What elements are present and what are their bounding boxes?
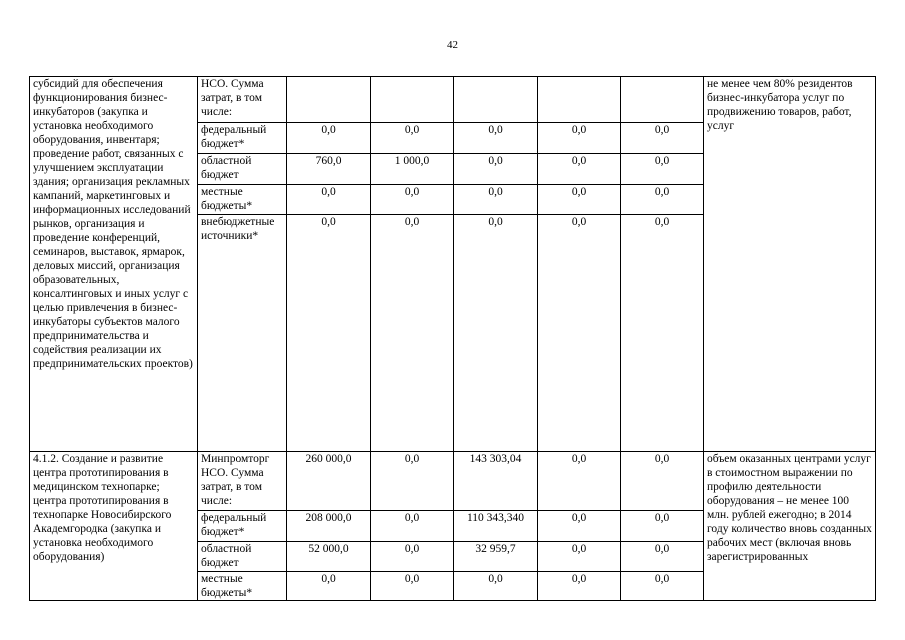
funding-source: местные бюджеты* bbox=[198, 184, 287, 215]
value-cell: 260 000,0 bbox=[287, 452, 371, 511]
activity-description: субсидий для обеспечения функционирования бизнес-инкубаторов (закупка и установка необходимого оборудования, инвентаря; проведение работ, связанных с улучшением эксплуатации здания; организация рекламных кампаний, маркетинговых и информационных исследований рынков, организация и проведение конференций, семинаров, выставок, ярмарок, деловых миссий, организация образовательных, консалтинговых и иных услуг с целью привлечения в бизнес-инкубаторы субъектов малого предпринимательства и содействия реализации их предпринимательских проектов) bbox=[30, 77, 198, 452]
funding-source: Минпромторг НСО. Сумма затрат, в том числе: bbox=[198, 452, 287, 511]
budget-table bbox=[29, 76, 876, 601]
value-cell: 0,0 bbox=[621, 215, 704, 452]
value-cell: 143 303,04 bbox=[454, 452, 538, 511]
value-cell: 0,0 bbox=[287, 123, 371, 154]
value-cell: 0,0 bbox=[454, 215, 538, 452]
value-cell: 0,0 bbox=[454, 123, 538, 154]
value-cell: 0,0 bbox=[371, 184, 454, 215]
value-cell: 0,0 bbox=[454, 571, 538, 600]
value-cell: 0,0 bbox=[621, 184, 704, 215]
value-cell: 0,0 bbox=[538, 153, 621, 184]
funding-source: федеральный бюджет* bbox=[198, 123, 287, 154]
value-cell: 0,0 bbox=[538, 452, 621, 511]
value-cell: 0,0 bbox=[287, 571, 371, 600]
value-cell: 0,0 bbox=[371, 452, 454, 511]
value-cell bbox=[538, 77, 621, 123]
value-cell: 0,0 bbox=[371, 123, 454, 154]
value-cell: 0,0 bbox=[538, 215, 621, 452]
value-cell: 0,0 bbox=[621, 153, 704, 184]
value-cell: 0,0 bbox=[371, 511, 454, 541]
value-cell: 0,0 bbox=[371, 571, 454, 600]
value-cell bbox=[371, 77, 454, 123]
value-cell: 0,0 bbox=[454, 153, 538, 184]
funding-source: НСО. Сумма затрат, в том числе: bbox=[198, 77, 287, 123]
value-cell: 52 000,0 bbox=[287, 541, 371, 571]
table-row bbox=[30, 452, 876, 511]
value-cell: 0,0 bbox=[621, 511, 704, 541]
value-cell: 0,0 bbox=[538, 123, 621, 154]
value-cell: 0,0 bbox=[621, 571, 704, 600]
value-cell: 760,0 bbox=[287, 153, 371, 184]
funding-source: федеральный бюджет* bbox=[198, 511, 287, 541]
funding-source: областной бюджет bbox=[198, 153, 287, 184]
activity-description: 4.1.2. Создание и развитие центра прототипирования в медицинском технопарке; центра прототипирования в технопарке Новосибирского Академгородка (закупка и установка необходимого оборудования) bbox=[30, 452, 198, 601]
value-cell: 0,0 bbox=[371, 215, 454, 452]
value-cell bbox=[454, 77, 538, 123]
funding-source: областной бюджет bbox=[198, 541, 287, 571]
value-cell: 0,0 bbox=[538, 571, 621, 600]
value-cell bbox=[287, 77, 371, 123]
value-cell: 0,0 bbox=[621, 123, 704, 154]
value-cell: 0,0 bbox=[621, 452, 704, 511]
table-row bbox=[30, 77, 876, 123]
funding-source: местные бюджеты* bbox=[198, 571, 287, 600]
page-number: 42 bbox=[447, 39, 458, 51]
value-cell: 0,0 bbox=[371, 541, 454, 571]
value-cell: 0,0 bbox=[538, 541, 621, 571]
value-cell bbox=[621, 77, 704, 123]
value-cell: 1 000,0 bbox=[371, 153, 454, 184]
value-cell: 0,0 bbox=[538, 511, 621, 541]
expected-result: не менее чем 80% резидентов бизнес-инкубатора услуг по продвижению товаров, работ, услуг bbox=[704, 77, 876, 452]
value-cell: 0,0 bbox=[621, 541, 704, 571]
value-cell: 0,0 bbox=[538, 184, 621, 215]
value-cell: 0,0 bbox=[287, 215, 371, 452]
funding-source: внебюджетные источники* bbox=[198, 215, 287, 452]
value-cell: 0,0 bbox=[287, 184, 371, 215]
expected-result: объем оказанных центрами услуг в стоимостном выражении по профилю деятельности оборудования – не менее 100 млн. рублей ежегодно; в 2014 году количество вновь созданных рабочих мест (включая вновь зарегистрированных bbox=[704, 452, 876, 601]
value-cell: 0,0 bbox=[454, 184, 538, 215]
value-cell: 208 000,0 bbox=[287, 511, 371, 541]
value-cell: 110 343,340 bbox=[454, 511, 538, 541]
value-cell: 32 959,7 bbox=[454, 541, 538, 571]
